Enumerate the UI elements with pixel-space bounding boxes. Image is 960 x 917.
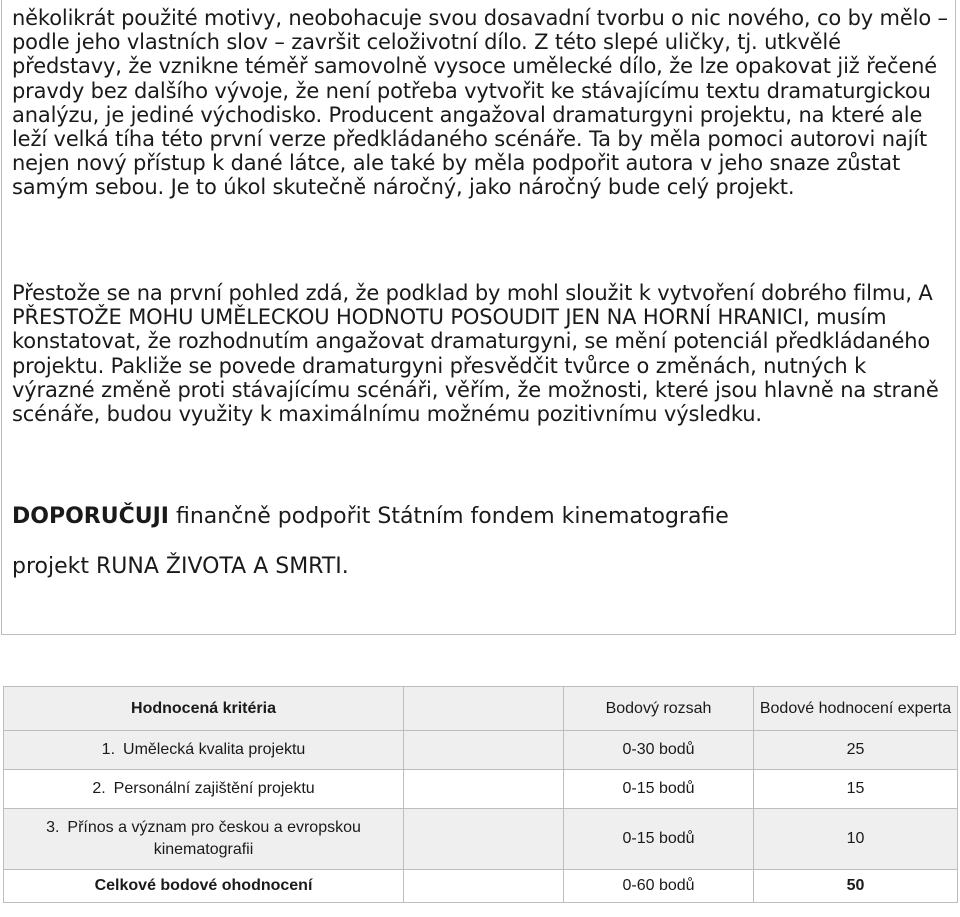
criterion-cell — [4, 809, 404, 870]
criterion-number: 2. — [92, 780, 106, 797]
header-score: Bodové hodnocení experta — [754, 687, 958, 731]
criterion-number: 1. — [101, 741, 116, 758]
evaluation-table — [3, 686, 958, 903]
review-text-box — [1, 0, 956, 635]
table-row — [4, 809, 958, 870]
table-total-row — [4, 870, 958, 903]
table-header-row — [4, 687, 958, 731]
criterion-cell — [4, 770, 404, 809]
criterion-label: Přínos a význam pro českou a evropskou kinematografii — [67, 819, 361, 858]
criterion-number: 3. — [46, 819, 60, 836]
score-cell: 25 — [754, 731, 958, 770]
project-name-line: projekt RUNA ŽIVOTA A SMRTI. — [12, 554, 349, 579]
criterion-label: Personální zajištění projektu — [113, 780, 315, 797]
criterion-label: Umělecká kvalita projektu — [123, 741, 306, 758]
score-cell: 15 — [754, 770, 958, 809]
range-cell: 0-30 bodů — [564, 731, 754, 770]
criterion-cell — [4, 731, 404, 770]
table-row — [4, 770, 958, 809]
review-paragraph-1: několikrát použité motivy, neobohacuje svou dosavadní tvorbu o nic nového, co by mělo – podle jeho vlastních slov – završit celoživotní dílo. Z této slepé uličky, tj. utkvělé představy, že vznikne téměř samovolně vysoce umělecké dílo, že lze opakovat již řečené pravdy bez dalšího vývoje, že není potřeba vytvořit ke stávajícímu textu dramaturgickou analýzu, je jediné východisko. Producent angažoval dramaturgyni projektu, na které ale leží velká tíha této první verze předkládaného scénáře. Ta by měla pomoci autorovi najít nejen nový přístup k dané látce, ale také by měla podpořit autora v jeho snaze zůstat samým sebou. Je to úkol skutečně náročný, jako náročný bude celý projekt. — [12, 6, 948, 200]
spacer-cell — [404, 731, 564, 770]
total-range: 0-60 bodů — [564, 870, 754, 903]
total-score: 50 — [754, 870, 958, 903]
range-cell: 0-15 bodů — [564, 770, 754, 809]
recommendation-verdict: DOPORUČUJI — [12, 504, 169, 529]
spacer-cell — [404, 809, 564, 870]
spacer-cell — [404, 770, 564, 809]
review-paragraph-2: Přestože se na první pohled zdá, že podklad by mohl sloužit k vytvoření dobrého filmu, A PŘESTOŽE MOHU UMĚLECKOU HODNOTU POSOUDIT JEN NA HORNÍ HRANICI, musím konstatovat, že rozhodnutím angažovat dramaturgyni, se mění potenciál předkládaného projektu. Pakliže se povede dramaturgyni přesvědčit tvůrce o změnách, nutných k výrazné změně proti stávajícímu scénáři, věřím, že možnosti, které jsou hlavně na straně scénáře, budou využity k maximálnímu možnému pozitivnímu výsledku. — [12, 281, 939, 427]
recommendation-line — [12, 502, 729, 532]
table-row — [4, 731, 958, 770]
total-label: Celkové bodové ohodnocení — [4, 870, 404, 903]
header-spacer — [404, 687, 564, 731]
header-range: Bodový rozsah — [564, 687, 754, 731]
recommendation-text: finančně podpořit Státním fondem kinematografie — [168, 504, 729, 529]
spacer-cell — [404, 870, 564, 903]
score-cell: 10 — [754, 809, 958, 870]
range-cell: 0-15 bodů — [564, 809, 754, 870]
header-criteria: Hodnocená kritéria — [4, 687, 404, 731]
